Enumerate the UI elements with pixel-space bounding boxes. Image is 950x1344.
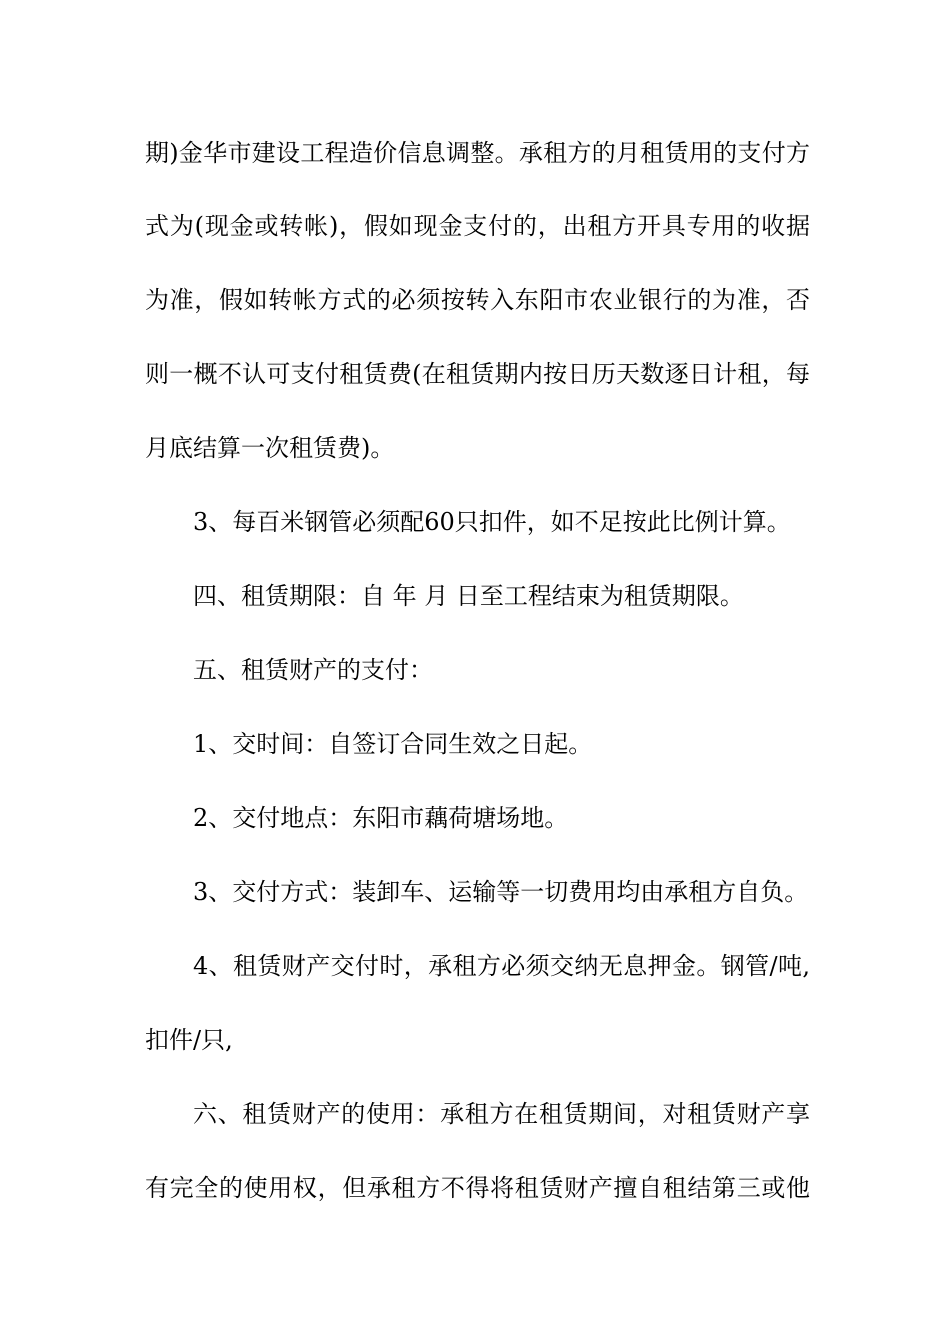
text-line-7: 四、租赁期限：自 年 月 日至工程结束为租赁期限。 bbox=[193, 582, 744, 610]
text-line-1: 期)金华市建设工程造价信息调整。承租方的月租赁用的支付方 bbox=[145, 139, 810, 167]
text-line-15: 有完全的使用权，但承租方不得将租赁财产擅自租结第三或他 bbox=[145, 1174, 810, 1202]
text-line-13: 扣件/只, bbox=[145, 1026, 233, 1054]
text-line-10: 2、交付地点：东阳市藕荷塘场地。 bbox=[193, 804, 569, 832]
text-line-3: 为准，假如转帐方式的必须按转入东阳市农业银行的为准，否 bbox=[145, 286, 810, 314]
text-line-2: 式为(现金或转帐)，假如现金支付的，出租方开具专用的收据 bbox=[145, 212, 810, 240]
text-line-8: 五、租赁财产的支付： bbox=[193, 656, 433, 684]
text-line-6: 3、每百米钢管必须配60只扣件，如不足按此比例计算。 bbox=[193, 508, 791, 536]
text-line-11: 3、交付方式：装卸车、运输等一切费用均由承租方自负。 bbox=[193, 878, 809, 906]
text-line-14: 六、租赁财产的使用：承租方在租赁期间，对租赁财产享 bbox=[193, 1100, 810, 1128]
text-line-12: 4、租赁财产交付时，承租方必须交纳无息押金。钢管/吨, bbox=[193, 952, 810, 980]
text-line-5: 月底结算一次租赁费)。 bbox=[145, 434, 395, 462]
text-line-9: 1、交时间：自签订合同生效之日起。 bbox=[193, 730, 593, 758]
text-line-4: 则一概不认可支付租赁费(在租赁期内按日历天数逐日计租，每 bbox=[145, 360, 810, 388]
